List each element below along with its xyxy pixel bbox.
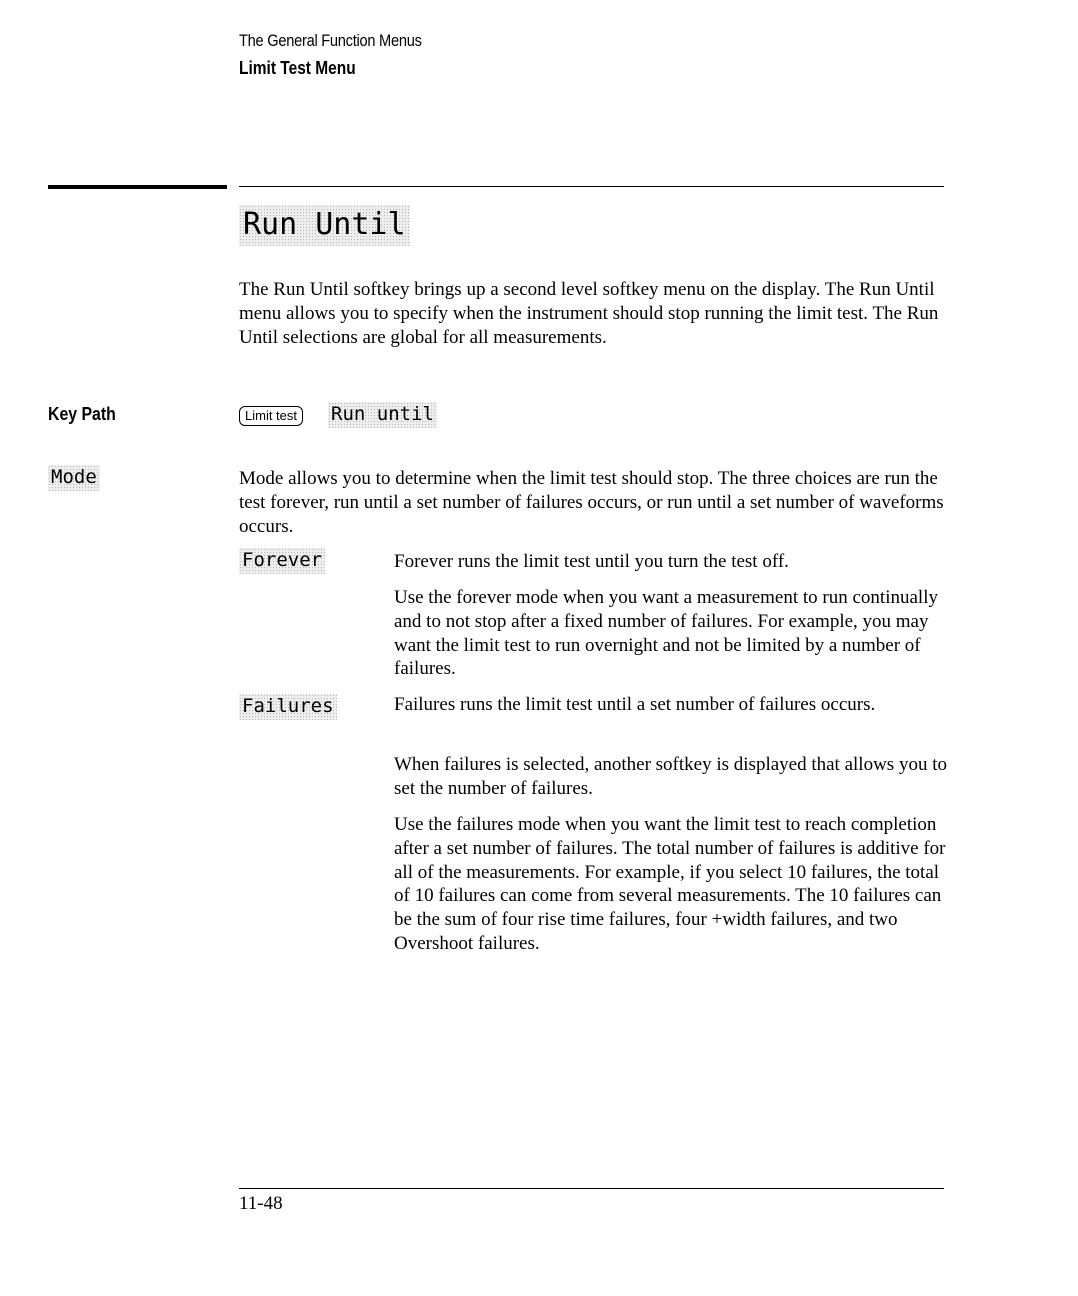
forever-description: Forever runs the limit test until you turn the test off. bbox=[394, 551, 789, 572]
forever-usage: Use the forever mode when you want a measurement to run continually and to not stop after a fixed number of failures. For example, you may want the limit test to run overnight and not be limited by a number of failures. bbox=[394, 587, 938, 680]
mode-softkey: Mode bbox=[48, 465, 100, 491]
page-number: 11-48 bbox=[239, 1193, 283, 1214]
key-path-label: Key Path bbox=[48, 404, 116, 424]
chapter-header: The General Function Menus bbox=[239, 31, 422, 50]
footer-rule bbox=[239, 1188, 944, 1189]
failures-softkey-note: When failures is selected, another softkey is displayed that allows you to set the number of failures. bbox=[394, 754, 947, 799]
mode-description: Mode allows you to determine when the limit test should stop. The three choices are run the test forever, run until a set number of failures occurs, or run until a set number of waveforms occurs. bbox=[239, 468, 944, 537]
failures-description: Failures runs the limit test until a set number of failures occurs. bbox=[394, 694, 876, 715]
forever-softkey: Forever bbox=[239, 548, 325, 574]
failures-usage: Use the failures mode when you want the limit test to reach completion after a set number of failures. The total number of failures is additive for all of the measurements. For example, if you select 10 failures, the total of 10 failures can come from several measurements. The 10 failures can be the sum of four rise time failures, four +width failures, and two Overshoot failures. bbox=[394, 814, 946, 954]
page-title: Run Until bbox=[239, 205, 410, 246]
section-header: Limit Test Menu bbox=[239, 58, 356, 78]
failures-softkey: Failures bbox=[239, 694, 337, 720]
limit-test-hardkey: Limit test bbox=[239, 406, 303, 426]
section-rule-thick bbox=[48, 185, 227, 189]
run-until-softkey: Run until bbox=[328, 402, 437, 428]
section-rule-thin bbox=[239, 186, 944, 187]
intro-paragraph: The Run Until softkey brings up a second level softkey menu on the display. The Run Until menu allows you to specify when the instrument should stop running the limit test. The Run Until selections are global for all measurements. bbox=[239, 279, 939, 348]
